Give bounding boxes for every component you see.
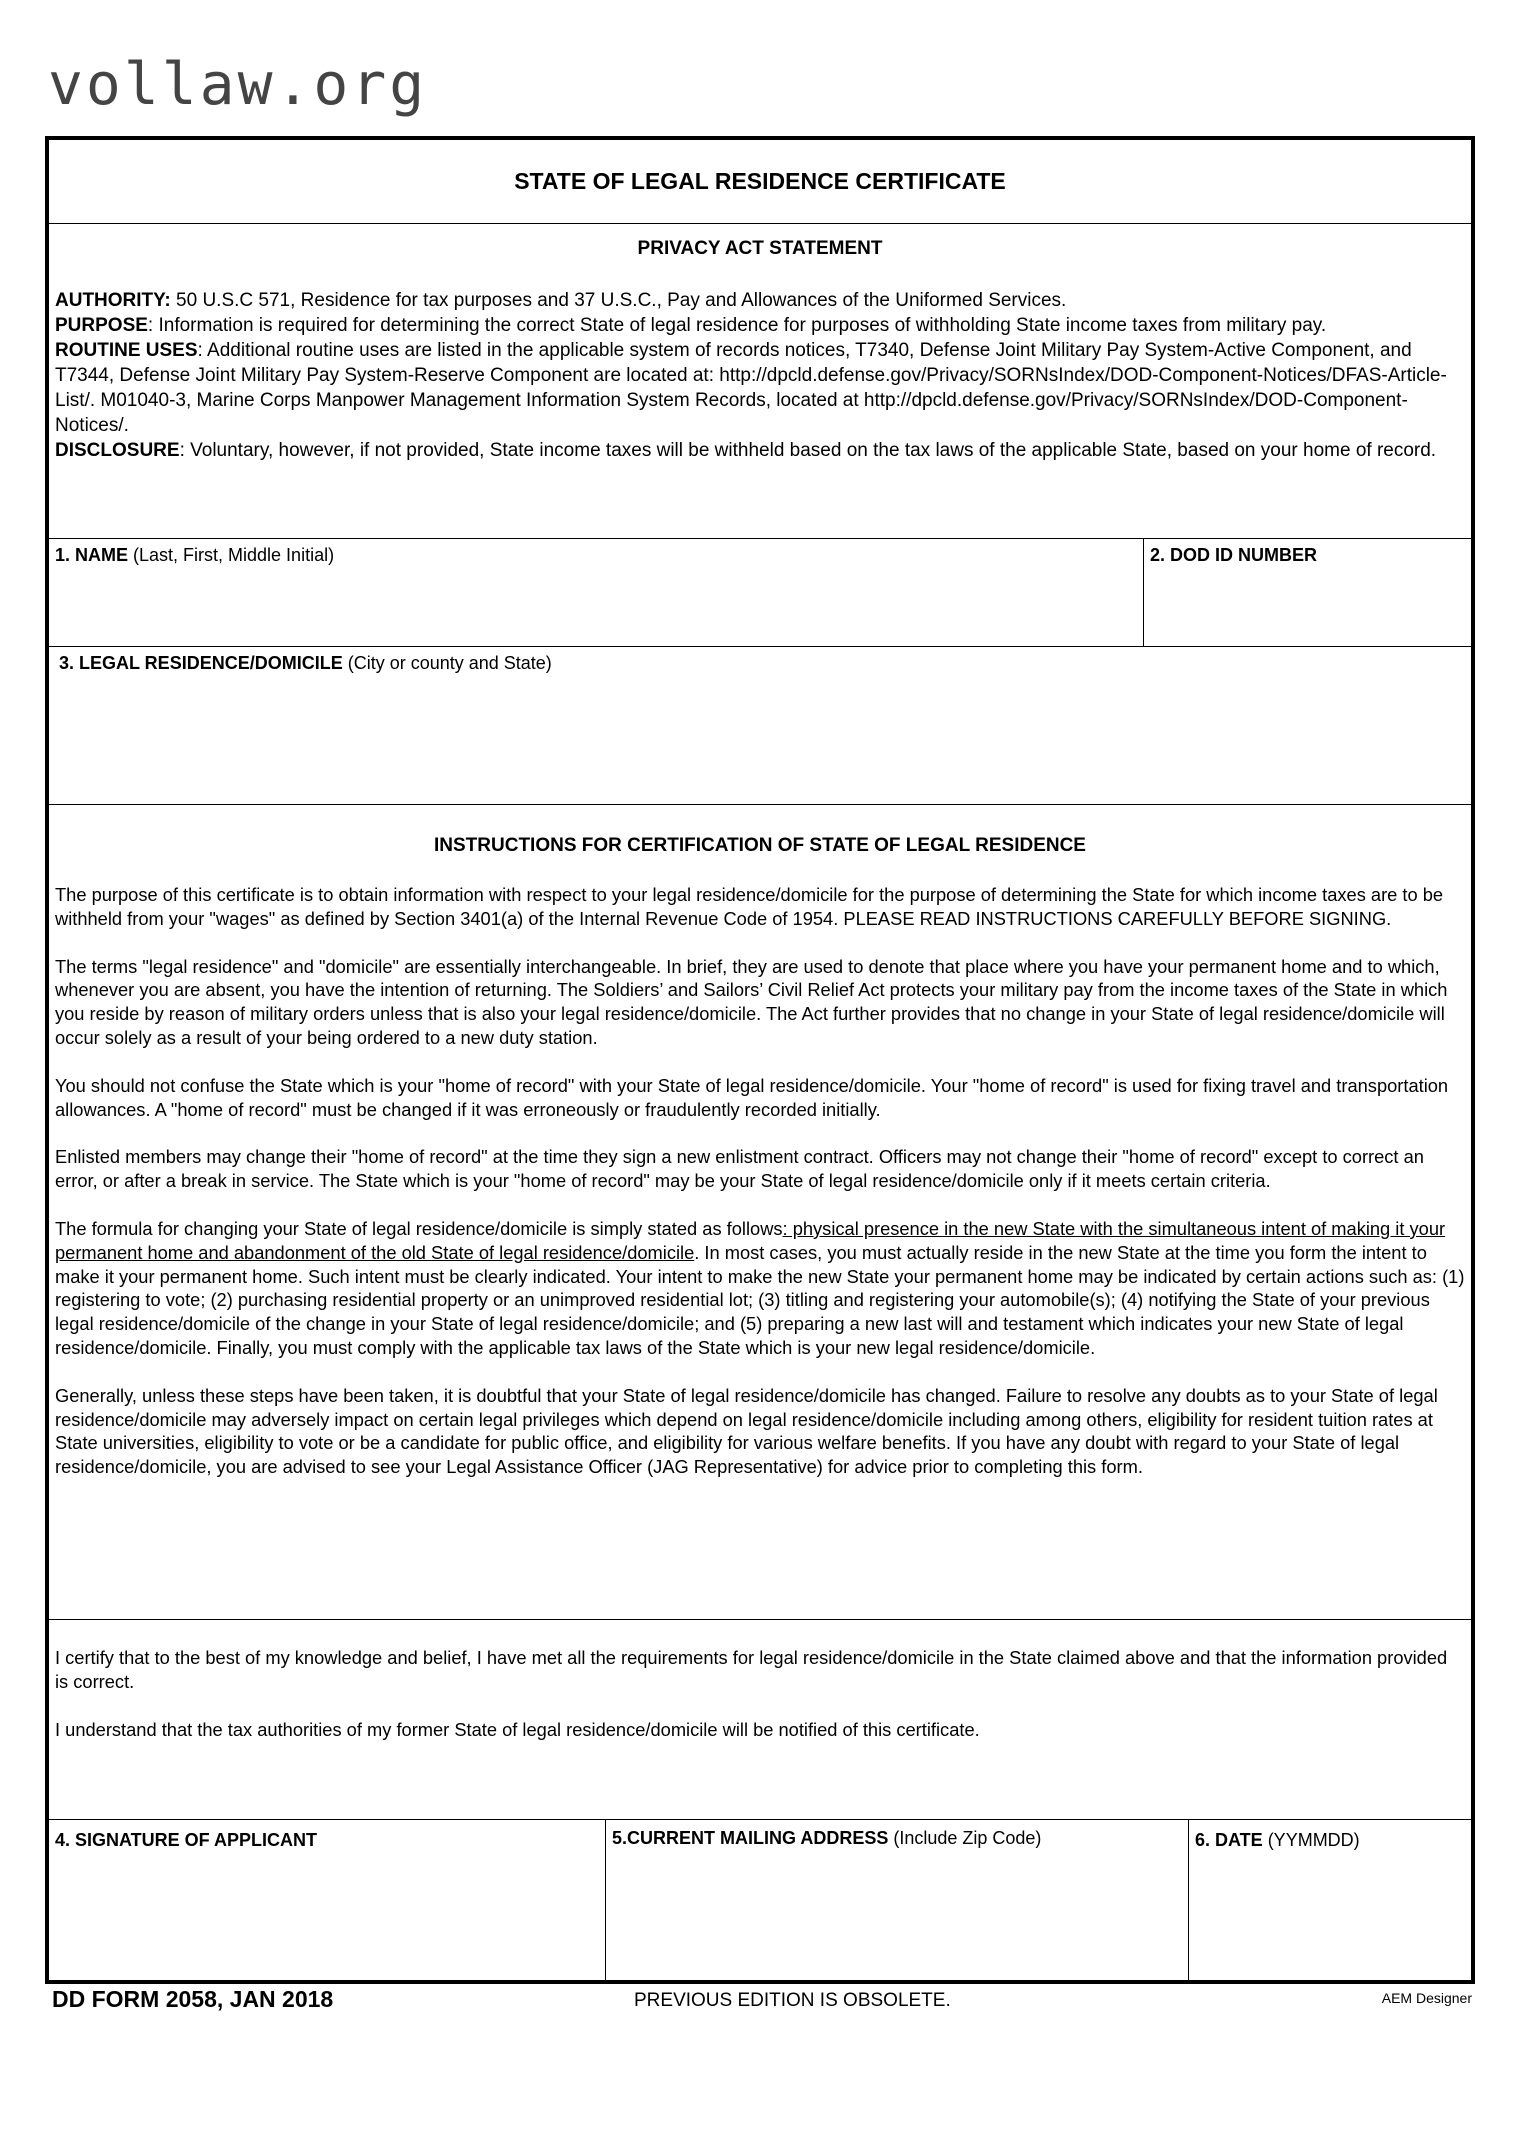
dod-id-field[interactable]: 2. DOD ID NUMBER [1143,539,1471,646]
purpose-text: PURPOSE: Information is required for determining the correct State of legal residence for purposes of withholding State income taxes from military pay. [55,315,1327,336]
form-title: STATE OF LEGAL RESIDENCE CERTIFICATE [49,140,1471,224]
instructions-p1: The purpose of this certificate is to obtain information with respect to your legal residence/domicile for the purpose of determining the State for which income taxes are to be withheld from your "wages" as defined by Section 3401(a) of the Internal Revenue Code of 1954. PLEASE READ INSTRUCTIONS CAREFULLY BEFORE SIGNING. [55,884,1444,929]
form-id: DD FORM 2058, JAN 2018 [52,1986,334,2012]
instructions-p3: You should not confuse the State which is your "home of record" with your State of legal residence/domicile. Your "home of record" is used for fixing travel and transportation allowances. A "home of record" must be changed if it was erroneously or fraudulently recorded initially. [55,1074,1449,1120]
instructions-p6: Generally, unless these steps have been taken, it is doubtful that your State of legal residence/domicile has changed. Failure to resolve any doubts as to your State of legal residence/domicile may adversely impact on certain legal privileges which depend on legal residence/domicile including among others, eligibility for resident tuition rates at State universities, eligibility to vote or be a candidate for public office, and eligibility for various welfare benefits. If you have any doubt with regard to your State of legal residence/domicile, you are advised to see your Legal Assistance Officer (JAG Representative) for advice prior to completing this form. [55,1384,1438,1478]
instructions-heading: INSTRUCTIONS FOR CERTIFICATION OF STATE OF LEGAL RESIDENCE [434,835,1086,856]
privacy-heading: PRIVACY ACT STATEMENT [637,238,883,259]
edition-note: PREVIOUS EDITION IS OBSOLETE. [634,1990,951,2011]
instructions-p4: Enlisted members may change their "home of record" at the time they sign a new enlistment contract. Officers may not change their "home of record" except to correct an error, or after a break in service. The State which is your "home of record" may be your State of legal residence/domicile only if it meets certain criteria. [55,1146,1424,1192]
certification-p2: I understand that the tax authorities of my former State of legal residence/domicile will be notified of this certificate. [55,1718,980,1740]
certification-p1: I certify that to the best of my knowledge and belief, I have met all the requirements for legal residence/domicile in the State claimed above and that the information provided is correct. [55,1647,1448,1692]
legal-residence-row [49,647,1471,805]
routine-uses-text: ROUTINE USES: Additional routine uses are listed in the applicable system of records notices, T7340, Defense Joint Military Pay System-Active Component, and T7344, Defense Joint Military Pay System-Reserve Component are located at: http://dpcld.defense.gov/Privacy/SORNsIndex/DOD-Component-Notices/DFAS-Article-List/. M01040-3, Marine Corps Manpower Management Information System Records, located at http://dpcld.defense.gov/Privacy/SORNsIndex/DOD-Component-Notices/. [55,340,1447,436]
instructions-p5: The formula for changing your State of legal residence/domicile is simply stated as follows: physical presence in the new State with the simultaneous intent of making it your permanent home and abandonment of the old State of legal residence/domicile. In most cases, you must actually reside in the new State at the time you form the intent to make it your permanent home. Such intent must be clearly indicated. Your intent to make the new State your permanent home may be indicated by certain actions such as: (1) registering to vote; (2) purchasing residential property or an unimproved residential lot; (3) titling and registering your automobile(s); (4) notifying the State of your previous legal residence/domicile of the change in your State of legal residence/domicile; and (5) preparing a new last will and testament which indicates your new State of legal residence/domicile. Finally, you must comply with the applicable tax laws of the State which is your new legal residence/domicile. [55,1217,1465,1358]
authority-text: AUTHORITY: 50 U.S.C 571, Residence for tax purposes and 37 U.S.C., Pay and Allowances of the Uniformed Services. [55,290,1067,311]
instructions-p2: The terms "legal residence" and "domicile" are essentially interchangeable. In brief, they are used to denote that place where you have your permanent home and to which, whenever you are absent, you have the intention of returning. The Soldiers’ and Sailors’ Civil Relief Act protects your military pay from the income taxes of the State in which you reside by reason of military orders unless that is also your legal residence/domicile. The Act further provides that no change in your State of legal residence/domicile will occur solely as a result of your being ordered to a new duty station. [55,955,1448,1048]
form-container [45,136,1475,1984]
signature-field[interactable]: 4. SIGNATURE OF APPLICANT [55,1830,318,1850]
mailing-address-field[interactable]: 5.CURRENT MAILING ADDRESS (Include Zip Code) [605,1820,1188,1984]
name-dodid-row [49,539,1471,647]
disclosure-text: DISCLOSURE: Voluntary, however, if not provided, State income taxes will be withheld based on the tax laws of the applicable State, based on your home of record. [55,440,1437,461]
legal-residence-field[interactable]: 3. LEGAL RESIDENCE/DOMICILE (City or county and State) [59,653,552,673]
signature-row [49,1820,1471,1984]
instructions-section [49,805,1471,1620]
certification-section [49,1620,1471,1820]
privacy-act-section [49,224,1471,539]
watermark: vollaw.org [48,50,428,118]
name-field[interactable]: 1. NAME (Last, First, Middle Initial) [55,545,335,565]
designer-note: AEM Designer [1381,1990,1472,2006]
date-field[interactable]: 6. DATE (YYMMDD) [1188,1820,1471,1984]
